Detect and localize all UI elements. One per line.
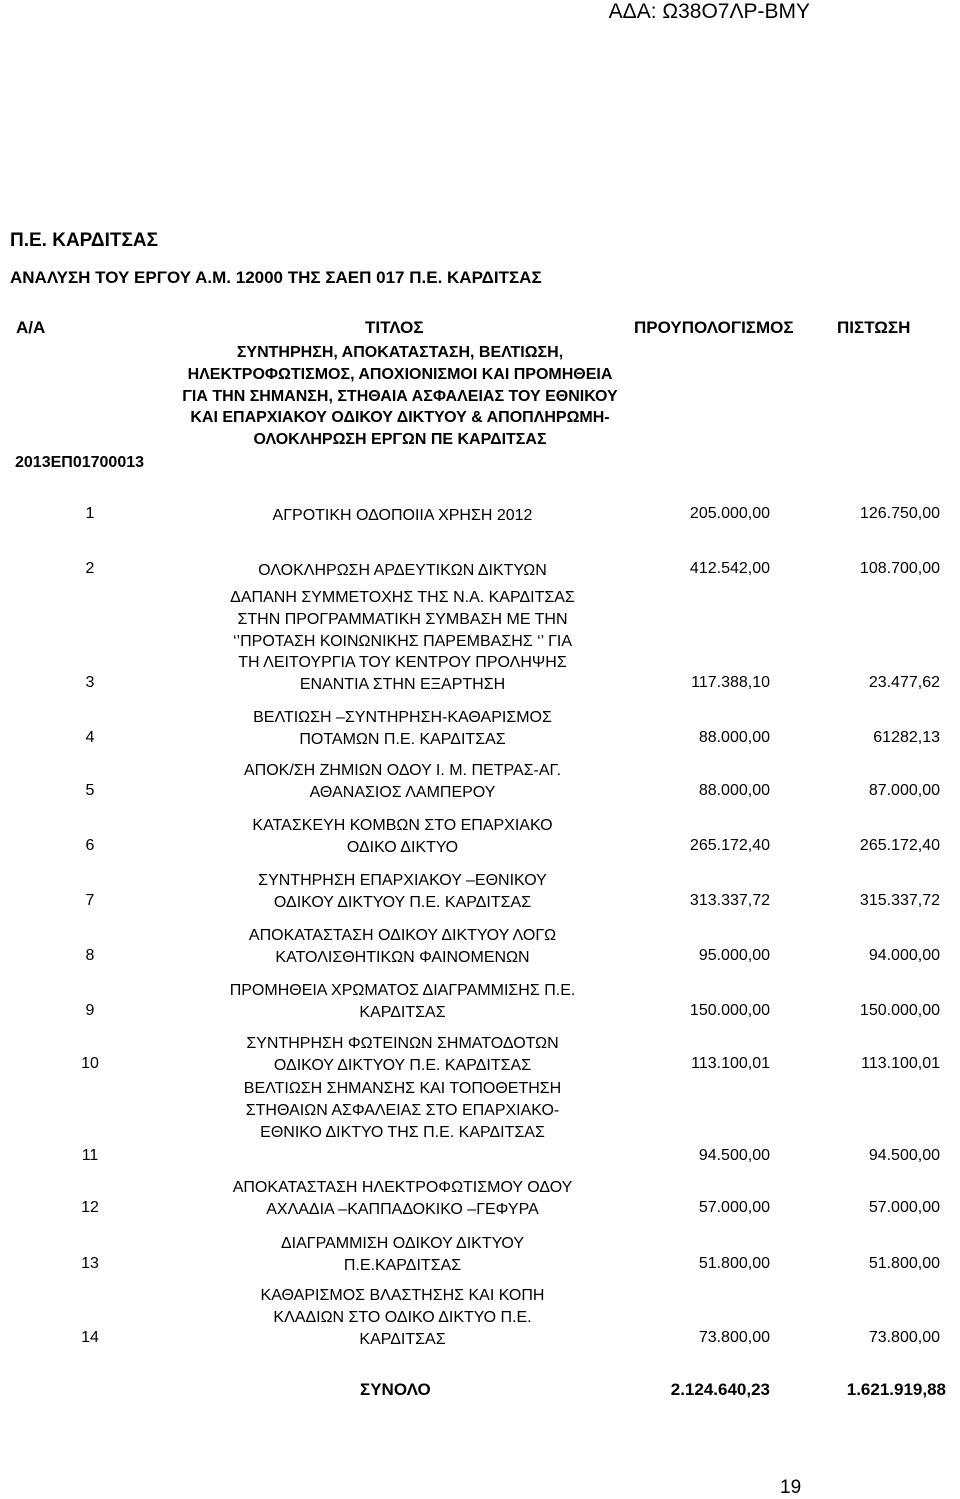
row-title-line: ΒΕΛΤΙΩΣΗ –ΣΥΝΤΗΡΗΣΗ-ΚΑΘΑΡΙΣΜΟΣ <box>253 709 552 726</box>
row-title <box>180 1285 625 1350</box>
column-header-credit: ΠΙΣΤΩΣΗ <box>837 318 911 337</box>
row-budget: 150.000,00 <box>689 1001 770 1019</box>
column-header-aa: Α/Α <box>16 318 46 337</box>
row-title <box>180 760 625 804</box>
row-title <box>180 1078 625 1143</box>
row-budget: 73.800,00 <box>698 1328 770 1346</box>
row-credit: 265.172,40 <box>859 836 940 854</box>
row-budget: 117.388,10 <box>691 674 770 692</box>
row-credit: 51.800,00 <box>868 1254 940 1272</box>
row-credit: 315.337,72 <box>859 891 940 909</box>
row-title-line: ΣΥΝΤΗΡΗΣΗ ΦΩΤΕΙΝΩΝ ΣΗΜΑΤΟΔΟΤΩΝ <box>246 1035 559 1052</box>
row-title-line: ΟΛΟΚΛΗΡΩΣΗ ΑΡΔΕΥΤΙΚΩΝ ΔΙΚΤΥΩΝ <box>258 562 547 579</box>
row-credit: 61282,13 <box>873 728 940 746</box>
project-code: 2013ΕΠ01700013 <box>15 454 145 471</box>
row-number: 5 <box>85 781 95 799</box>
row-credit: 113.100,01 <box>861 1054 940 1072</box>
row-budget: 313.337,72 <box>689 891 770 909</box>
row-number: 8 <box>85 946 95 964</box>
row-number: 1 <box>85 505 95 522</box>
column-header-budget: ΠΡΟΥΠΟΛΟΓΙΣΜΟΣ <box>634 318 794 337</box>
row-title <box>180 870 625 914</box>
row-number: 12 <box>81 1198 99 1216</box>
row-title-line: ΔΙΑΓΡΑΜΜΙΣΗ ΟΔΙΚΟΥ ΔΙΚΤΥΟΥ <box>280 1235 524 1252</box>
row-number: 10 <box>81 1054 99 1072</box>
row-title-line: ΑΘΑΝΑΣΙΟΣ ΛΑΜΠΕΡΟΥ <box>309 783 496 801</box>
page-title: Π.Ε. ΚΑΡΔΙΤΣΑΣ <box>10 230 159 251</box>
row-credit: 87.000,00 <box>868 781 940 799</box>
row-title <box>180 1177 625 1221</box>
row-budget: 88.000,00 <box>698 781 770 799</box>
row-title <box>180 815 625 859</box>
document-reference: ΑΔΑ: Ω38Ο7ΛΡ-ΒΜΥ <box>608 0 810 23</box>
row-credit: 150.000,00 <box>859 1001 940 1019</box>
row-title-line: ΣΤΗΘΑΙΩΝ ΑΣΦΑΛΕΙΑΣ ΣΤΟ ΕΠΑΡΧΙΑΚΟ- <box>245 1101 560 1119</box>
row-title-line: ΚΑΡΔΙΤΣΑΣ <box>359 1330 446 1348</box>
row-budget: 57.000,00 <box>698 1198 770 1216</box>
row-budget: 94.500,00 <box>698 1146 770 1164</box>
row-credit: 94.000,00 <box>868 946 940 964</box>
row-budget: 205.000,00 <box>689 505 770 522</box>
row-number: 9 <box>85 1001 95 1019</box>
row-title-line: ΠΡΟΜΗΘΕΙΑ ΧΡΩΜΑΤΟΣ ΔΙΑΓΡΑΜΜΙΣΗΣ Π.Ε. <box>229 982 576 999</box>
row-number: 7 <box>85 891 95 909</box>
row-budget: 412.542,00 <box>689 560 770 577</box>
row-title-line: ΑΠΟΚ/ΣΗ ΖΗΜΙΩΝ ΟΔΟΥ Ι. Μ. ΠΕΤΡΑΣ-ΑΓ. <box>243 762 562 779</box>
row-number: 11 <box>81 1146 99 1164</box>
total-budget: 2.124.640,23 <box>670 1380 770 1399</box>
column-header-title: ΤΙΤΛΟΣ <box>365 318 424 337</box>
row-budget: 113.100,01 <box>691 1054 770 1072</box>
row-title <box>180 505 625 527</box>
row-title-line: ΑΠΟΚΑΤΑΣΤΑΣΗ ΗΛΕΚΤΡΟΦΩΤΙΣΜΟΥ ΟΔΟΥ <box>232 1179 573 1196</box>
row-title-line: ΚΑΤΑΣΚΕΥΗ ΚΟΜΒΩΝ ΣΤΟ ΕΠΑΡΧΙΑΚΟ <box>252 817 553 834</box>
row-number: 4 <box>85 728 95 746</box>
row-budget: 51.800,00 <box>698 1254 770 1272</box>
row-title-line: ΑΓΡΟΤΙΚΗ ΟΔΟΠΟΙΙΑ ΧΡΗΣΗ 2012 <box>272 507 533 524</box>
page-number: 19 <box>780 1477 802 1498</box>
row-title <box>180 1033 625 1077</box>
row-title-line: ΚΛΑΔΙΩΝ ΣΤΟ ΟΔΙΚΟ ΔΙΚΤΥΟ Π.Ε. <box>273 1308 532 1326</box>
row-credit: 57.000,00 <box>868 1198 940 1216</box>
row-title <box>180 1233 625 1277</box>
row-title-line: ΣΤΗΝ ΠΡΟΓΡΑΜΜΑΤΙΚΗ ΣΥΜΒΑΣΗ ΜΕ ΤΗΝ <box>237 610 568 628</box>
row-credit: 23.477,62 <box>868 674 940 692</box>
row-title <box>180 587 625 696</box>
row-credit: 73.800,00 <box>868 1328 940 1346</box>
total-credit: 1.621.919,88 <box>846 1380 946 1399</box>
row-title-line: ΑΧΛΑΔΙΑ –ΚΑΠΠΑΔΟΚΙΚΟ –ΓΕΦΥΡΑ <box>266 1200 539 1218</box>
row-title-line: ΑΠΟΚΑΤΑΣΤΑΣΗ ΟΔΙΚΟΥ ΔΙΚΤΥΟΥ ΛΟΓΩ <box>248 927 557 944</box>
row-title <box>180 560 625 582</box>
row-title-line: ΟΔΙΚΟΥ ΔΙΚΤΥΟΥ Π.Ε. ΚΑΡΔΙΤΣΑΣ <box>273 893 532 911</box>
row-title-line: ΟΔΙΚΟΥ ΔΙΚΤΥΟΥ Π.Ε. ΚΑΡΔΙΤΣΑΣ <box>273 1056 532 1074</box>
row-title-line: ΕΘΝΙΚΟ ΔΙΚΤΥΟ ΤΗΣ Π.Ε. ΚΑΡΔΙΤΣΑΣ <box>260 1123 545 1141</box>
row-credit: 126.750,00 <box>859 505 940 522</box>
total-label: ΣΥΝΟΛΟ <box>360 1380 431 1399</box>
row-budget: 95.000,00 <box>698 946 770 964</box>
row-title-line: ΒΕΛΤΙΩΣΗ ΣΗΜΑΝΣΗΣ ΚΑΙ ΤΟΠΟΘΕΤΗΣΗ <box>243 1080 562 1097</box>
project-title: ΣΥΝΤΗΡΗΣΗ, ΑΠΟΚΑΤΑΣΤΑΣΗ, ΒΕΛΤΙΩΣΗ, ΗΛΕΚΤΡΟΦΩΤΙΣΜΟΣ, ΑΠΟΧΙΟΝΙΣΜΟΙ ΚΑΙ ΠΡΟΜΗΘΕΙΑ ΓΙΑ ΤΗΝ ΣΗΜΑΝΣΗ, ΣΤΗΘΑΙΑ ΑΣΦΑΛΕΙΑΣ ΤΟΥ ΕΘΝΙΚΟΥ ΚΑΙ ΕΠΑΡΧΙΑΚΟΥ ΟΔΙΚΟΥ ΔΙΚΤΥΟΥ & ΑΠΟΠΛΗΡΩΜΗ-ΟΛΟΚΛΗΡΩΣΗ ΕΡΓΩΝ ΠΕ ΚΑΡΔΙΤΣΑΣ <box>182 344 618 449</box>
row-title-line: ΚΑΘΑΡΙΣΜΟΣ ΒΛΑΣΤΗΣΗΣ ΚΑΙ ΚΟΠΗ <box>260 1287 545 1304</box>
row-title <box>180 925 625 969</box>
row-title-line: ‘’ΠΡΟΤΑΣΗ ΚΟΙΝΩΝΙΚΗΣ ΠΑΡΕΜΒΑΣΗΣ ‘’ ΓΙΑ <box>233 632 572 650</box>
row-number: 14 <box>81 1328 99 1346</box>
page-subtitle: ΑΝΑΛΥΣΗ ΤΟΥ ΕΡΓΟΥ Α.Μ. 12000 ΤΗΣ ΣΑΕΠ 017 Π.Ε. ΚΑΡΔΙΤΣΑΣ <box>10 268 542 287</box>
row-number: 6 <box>85 836 95 854</box>
row-budget: 88.000,00 <box>698 728 770 746</box>
row-title-line: ΚΑΡΔΙΤΣΑΣ <box>359 1003 446 1021</box>
row-title-line: ΟΔΙΚΟ ΔΙΚΤΥΟ <box>346 838 459 856</box>
row-title-line: ΔΑΠΑΝΗ ΣΥΜΜΕΤΟΧΗΣ ΤΗΣ Ν.Α. ΚΑΡΔΙΤΣΑΣ <box>230 589 575 606</box>
row-number: 2 <box>85 560 95 577</box>
row-credit: 108.700,00 <box>859 560 940 577</box>
row-title-line: ΕΝΑΝΤΙΑ ΣΤΗΝ ΕΞΑΡΤΗΣΗ <box>299 676 506 694</box>
row-title-line: ΤΗ ΛΕΙΤΟΥΡΓΙΑ ΤΟΥ ΚΕΝΤΡΟΥ ΠΡΟΛΗΨΗΣ <box>238 654 567 672</box>
row-title <box>180 707 625 751</box>
row-title-line: Π.Ε.ΚΑΡΔΙΤΣΑΣ <box>343 1256 462 1274</box>
row-title-line: ΚΑΤΟΛΙΣΘΗΤΙΚΩΝ ΦΑΙΝΟΜΕΝΩΝ <box>275 948 530 966</box>
row-budget: 265.172,40 <box>689 836 770 854</box>
row-number: 13 <box>81 1254 99 1272</box>
row-number: 3 <box>85 674 95 692</box>
row-credit: 94.500,00 <box>868 1146 940 1164</box>
row-title <box>180 980 625 1024</box>
row-title-line: ΠΟΤΑΜΩΝ Π.Ε. ΚΑΡΔΙΤΣΑΣ <box>299 730 506 748</box>
row-title-line: ΣΥΝΤΗΡΗΣΗ ΕΠΑΡΧΙΑΚΟΥ –ΕΘΝΙΚΟΥ <box>258 872 547 889</box>
